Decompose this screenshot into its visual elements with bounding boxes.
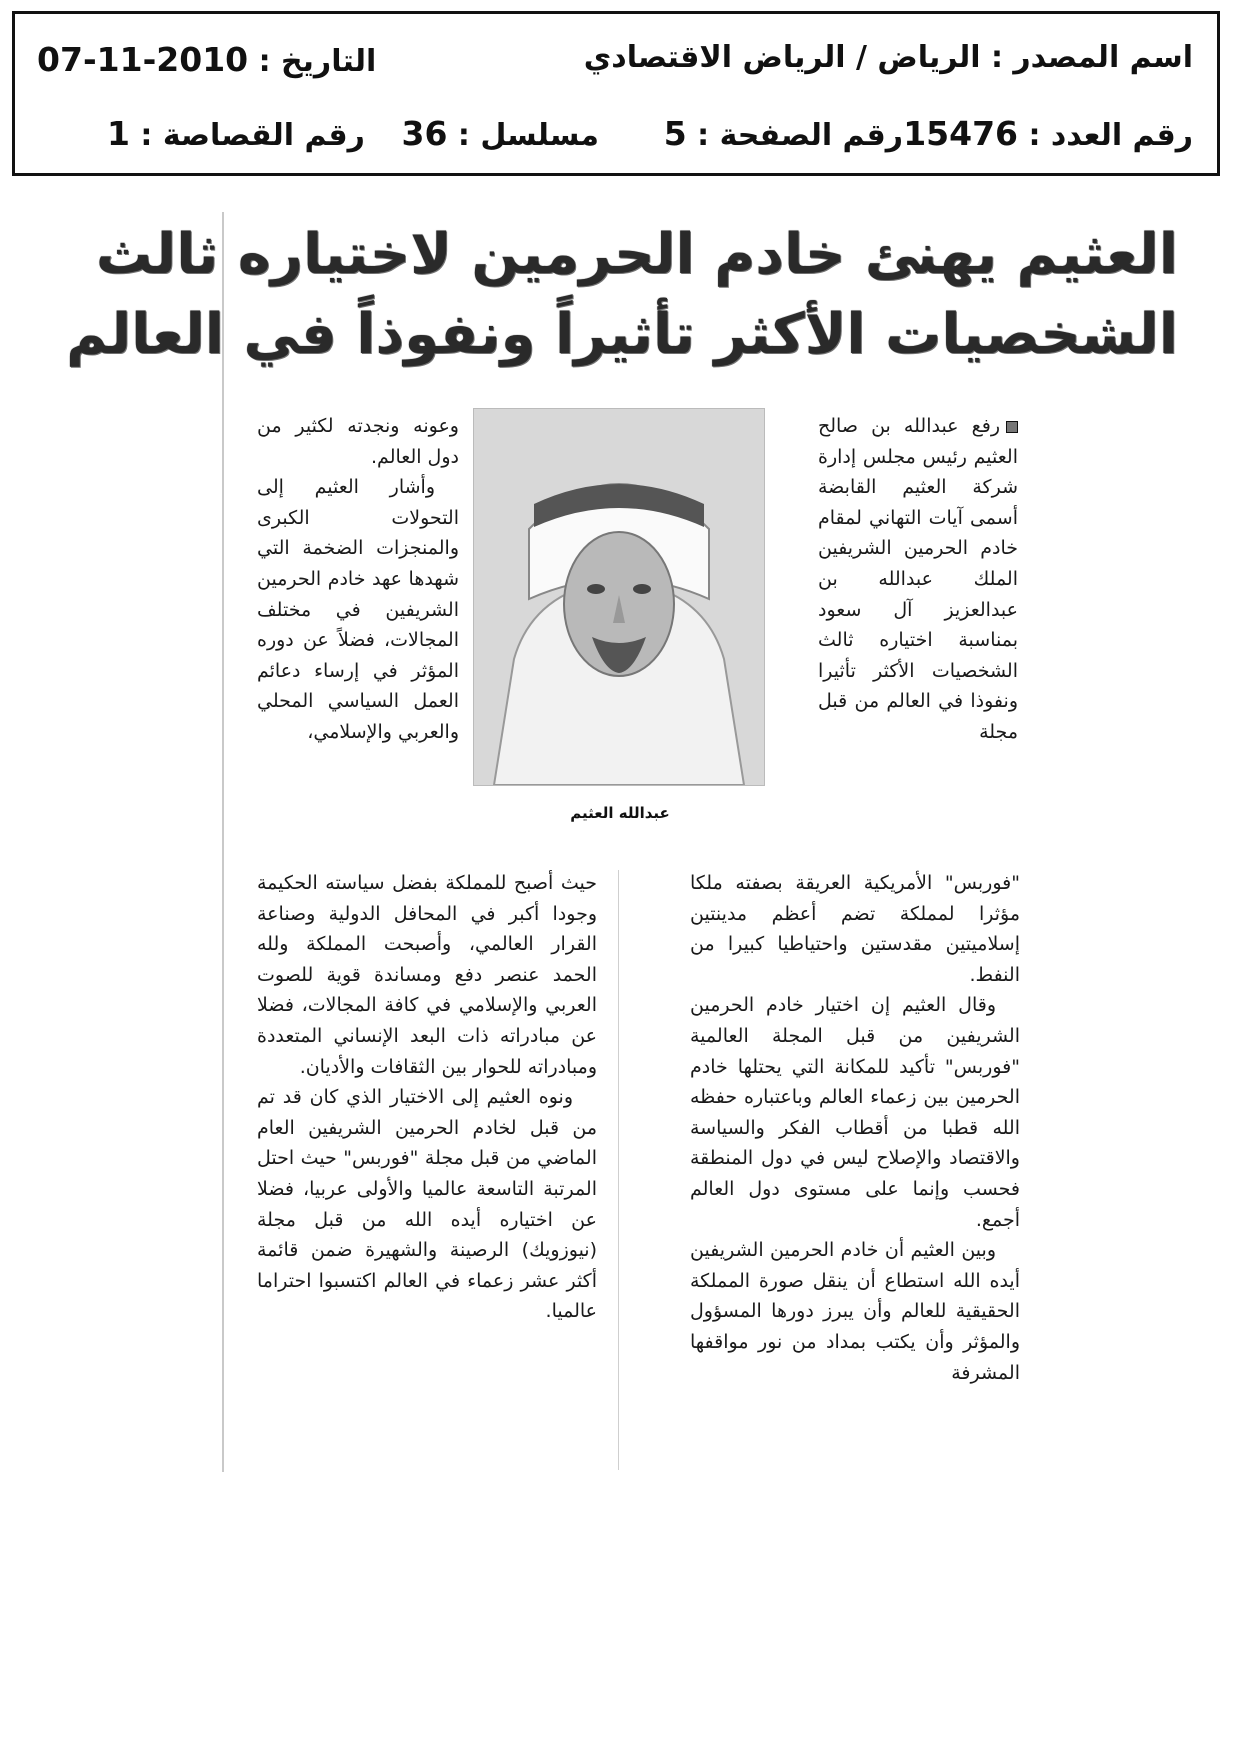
col-b-para-2: وأشار العثيم إلى التحولات الكبرى والمنجزات الضخمة التي شهدها عهد خادم الحرمين الشريفين في مختلف المجالات، فضلاً عن دوره المؤثر في إرساء دعائم العمل السياسي المحلي والعربي والإسلامي، bbox=[257, 476, 459, 743]
square-bullet-icon bbox=[1006, 421, 1018, 433]
serial-field bbox=[402, 114, 599, 153]
col-c-para-2: وقال العثيم إن اختيار خادم الحرمين الشريفين من قبل المجلة العالمية "فوربس" تأكيد للمكانة التي يحتلها خادم الحرمين بين زعماء العالم وباعتباره حفظه الله قطبا من أقطاب الفكر والسياسة والاقتصاد والإصلاح ليس في دول المنطقة فحسب وإنما على مستوى دول العالم أجمع. bbox=[690, 994, 1020, 1231]
issue-value: 15476 bbox=[903, 114, 1019, 153]
column-divider bbox=[618, 870, 619, 1470]
col-a-text: رفع عبدالله بن صالح العثيم رئيس مجلس إدارة شركة العثيم القابضة أسمى آيات التهاني لمقام خادم الحرمين الشريفين الملك عبدالله بن عبدالعزيز آل سعود بمناسبة اختياره ثالث الشخصيات الأكثر تأثيرا ونفوذا في العالم من قبل مجلة bbox=[818, 415, 1018, 743]
headline-line-2: الشخصيات الأكثر تأثيراً ونفوذاً في العالم bbox=[66, 302, 1178, 367]
page-field bbox=[664, 114, 903, 153]
issue-label: رقم العدد : bbox=[1028, 118, 1193, 153]
article-column-d bbox=[257, 868, 597, 1327]
col-d-para-2: ونوه العثيم إلى الاختيار الذي كان قد تم من قبل لخادم الحرمين الشريفين العام الماضي من قبل مجلة "فوربس" حيث احتل المرتبة التاسعة عالميا والأولى عربيا، فضلا عن اختياره أيده الله من قبل مجلة (نيوزويك) الرصينة والشهيرة ضمن قائمة أكثر عشر زعماء في العالم اكتسبوا احتراما عالميا. bbox=[257, 1086, 597, 1323]
page-value: 5 bbox=[663, 114, 687, 153]
col-c-para-1: "فوربس" الأمريكية العريقة بصفته ملكا مؤثرا لمملكة تضم أعظم مدينتين إسلاميتين مقدستين واحتياطيا كبيرا من النفط. bbox=[690, 872, 1020, 986]
source-field bbox=[584, 40, 1193, 75]
date-field bbox=[37, 40, 376, 79]
clip-value: 1 bbox=[107, 114, 130, 153]
serial-label: مسلسل : bbox=[457, 118, 599, 153]
clipping-edge bbox=[222, 212, 224, 1472]
page-label: رقم الصفحة : bbox=[697, 118, 903, 153]
headline-line-1: العثيم يهنئ خادم الحرمين لاختياره ثالث bbox=[95, 222, 1178, 287]
article-column-b bbox=[257, 411, 459, 748]
article-column-c bbox=[690, 868, 1020, 1388]
article-column-a bbox=[818, 411, 1018, 748]
source-value: الرياض / الرياض الاقتصادي bbox=[583, 40, 981, 75]
clipping-header-box bbox=[12, 11, 1220, 176]
col-b-para-1: وعونه ونجدته لكثير من دول العالم. bbox=[257, 415, 459, 468]
serial-value: 36 bbox=[401, 114, 448, 153]
col-c-para-3: وبين العثيم أن خادم الحرمين الشريفين أيده الله استطاع أن ينقل صورة المملكة الحقيقية للعالم وأن يبرز دورها المسؤول والمؤثر وأن يكتب بمداد من نور مواقفها المشرفة bbox=[690, 1239, 1020, 1384]
portrait-photo bbox=[473, 408, 765, 786]
issue-field bbox=[903, 114, 1193, 153]
clip-label: رقم القصاصة : bbox=[140, 118, 365, 153]
date-value: 2010-11-07 bbox=[37, 40, 249, 79]
date-label: التاريخ : bbox=[258, 44, 377, 79]
col-d-para-1: حيث أصبح للمملكة بفضل سياسته الحكيمة وجودا أكبر في المحافل الدولية وصناعة القرار العالمي، وأصبحت المملكة ولله الحمد عنصر دفع ومساندة قوية للصوت العربي والإسلامي في كافة المجالات، فضلا عن مبادراته ذات البعد الإنساني المتعددة ومبادراته للحوار بين الثقافات والأديان. bbox=[257, 872, 597, 1078]
photo-caption: عبدالله العثيم bbox=[570, 804, 670, 822]
source-label: اسم المصدر : bbox=[990, 40, 1193, 75]
clip-field bbox=[107, 114, 365, 153]
